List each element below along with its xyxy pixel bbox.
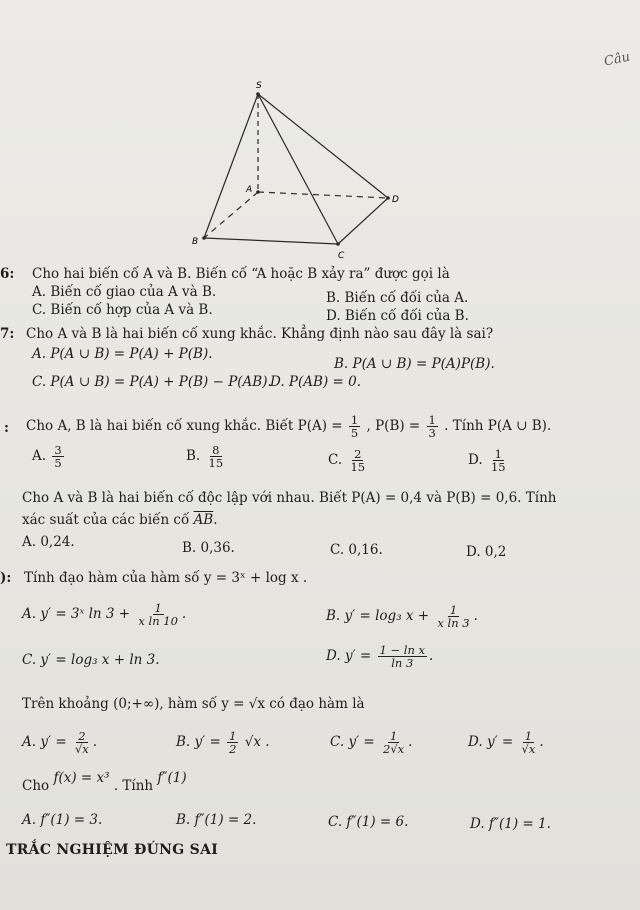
option-fraction xyxy=(348,448,367,473)
question-text-end: . Tính P(A ∪ B). xyxy=(444,418,552,434)
fraction-den: x ln 10 xyxy=(138,614,178,628)
fraction-den: x ln 3 xyxy=(437,616,470,630)
option-fraction xyxy=(227,730,238,755)
option-label: D. xyxy=(326,648,341,664)
option-a[interactable]: A. P(A ∪ B) = P(A) + P(B). xyxy=(32,346,213,362)
option-label: B. xyxy=(186,448,201,464)
option-a[interactable]: A. y′ = 3ˣ ln 3 + $\frac{1}{\text{x ln 10}}$ . xyxy=(22,601,187,628)
option-label: C. xyxy=(330,734,345,750)
option-b[interactable]: B. f″(1) = 2. xyxy=(176,812,257,828)
function-definition: f(x) = x³ xyxy=(53,770,110,786)
option-fraction xyxy=(207,444,226,469)
option-b[interactable] xyxy=(176,730,270,755)
option-a[interactable]: A. f″(1) = 3. xyxy=(22,812,103,828)
option-c[interactable]: C. f″(1) = 6. xyxy=(328,814,409,830)
option-expression: y′ = xyxy=(344,648,372,664)
fraction-pa xyxy=(349,414,360,439)
question-text-start: xác suất của các biến cố xyxy=(22,512,190,528)
fraction-num: 1 − ln x xyxy=(379,643,426,657)
option-label: A. xyxy=(22,606,37,622)
fraction-num: 2 xyxy=(354,447,362,461)
fraction-den: √x xyxy=(521,742,536,756)
option-label: D. xyxy=(468,452,483,468)
option-c[interactable]: C. y′ = log₃ x + ln 3. xyxy=(22,652,160,668)
option-fraction xyxy=(489,448,508,473)
fraction-num: 8 xyxy=(212,443,220,457)
option-d[interactable]: D. Biến cố đối của B. xyxy=(326,308,469,324)
option-fraction xyxy=(520,730,538,755)
option-expression: y′ = xyxy=(348,734,375,750)
fraction-num: 1 xyxy=(524,729,533,743)
fraction-num: 2 xyxy=(78,729,86,743)
fraction-num: 1 xyxy=(428,413,436,427)
option-a[interactable]: A. 0,24. xyxy=(22,534,75,550)
fraction-num: 1 xyxy=(389,729,398,743)
option-d[interactable] xyxy=(468,448,510,473)
question-number: : xyxy=(4,420,9,436)
option-label: D. xyxy=(468,734,483,750)
question-text xyxy=(22,770,187,794)
fraction-den: √x xyxy=(74,742,89,756)
option-fraction xyxy=(136,602,180,627)
option-a[interactable]: A. Biến cố giao của A và B. xyxy=(32,284,217,300)
fraction-num: 3 xyxy=(54,443,62,457)
option-b[interactable] xyxy=(186,444,227,469)
option-d[interactable]: D. P(AB) = 0. xyxy=(270,374,361,390)
option-a[interactable]: A. y′ = $\frac{2}{√x}$ . xyxy=(22,729,98,756)
option-d[interactable]: D. y′ = $\frac{\text{1 − ln x}}{\ln 3}$ . xyxy=(326,643,434,670)
fraction-den: 15 xyxy=(350,460,366,474)
event-complement: $\overline{AB}$ xyxy=(193,512,214,528)
option-c[interactable] xyxy=(328,448,369,473)
fraction-num: 1 xyxy=(154,601,162,615)
option-expression: y′ = log₃ x + xyxy=(344,608,430,624)
option-d[interactable]: D. 0,2 xyxy=(466,544,507,560)
option-c[interactable]: C. Biến cố hợp của A và B. xyxy=(32,302,213,318)
option-label: A. xyxy=(32,448,47,464)
option-label: A. xyxy=(22,734,37,750)
option-d[interactable]: D. y′ = $\frac{1}{√x}$ . xyxy=(468,729,544,756)
option-tail: √x . xyxy=(244,734,270,750)
vertex-s-label: S xyxy=(256,81,262,91)
question-text: Tính đạo hàm của hàm số y = 3ˣ + log x . xyxy=(24,570,308,586)
option-b[interactable]: B. y′ = log₃ x + $\frac{1}{\text{x ln 3}}$ . xyxy=(326,603,478,630)
fraction-num: 1 xyxy=(229,729,237,743)
vertex-c-label: C xyxy=(338,251,345,261)
option-fraction xyxy=(52,444,63,469)
fraction-num: 1 xyxy=(494,447,502,461)
question-text: Cho hai biến cố A và B. Biến cố “A hoặc B xảy ra” được gọi là xyxy=(32,266,450,282)
option-label: C. xyxy=(328,452,343,468)
question-number: ): xyxy=(0,570,12,586)
option-expression: y′ = 3ˣ ln 3 + xyxy=(40,606,131,622)
fraction-den: 5 xyxy=(54,456,62,470)
option-c[interactable]: C. y′ = $\frac{1}{2√x}$ . xyxy=(330,729,413,756)
fraction-num: 1 xyxy=(449,603,458,617)
fraction-den: 15 xyxy=(490,460,506,474)
vertex-b-label: B xyxy=(192,237,199,247)
question-text-cho: Cho xyxy=(22,778,50,794)
question-text-tinh: . Tính xyxy=(113,778,154,794)
fraction-den: 3 xyxy=(428,426,436,440)
option-label: B. xyxy=(176,734,191,750)
option-c[interactable]: C. P(A ∪ B) = P(A) + P(B) − P(AB). xyxy=(32,374,272,390)
option-b[interactable]: B. Biến cố đối của A. xyxy=(326,290,469,306)
pyramid-figure xyxy=(180,78,420,268)
question-text: Cho A và B là hai biến cố xung khắc. Khẳng định nào sau đây là sai? xyxy=(26,326,494,342)
section-title: TRẮC NGHIỆM ĐÚNG SAI xyxy=(6,842,219,858)
question-number: 7: xyxy=(0,326,15,342)
target-expression: f″(1) xyxy=(157,770,187,786)
question-text xyxy=(26,414,551,439)
fraction-num: 1 xyxy=(350,413,359,427)
option-fraction xyxy=(435,604,471,629)
option-a[interactable] xyxy=(32,444,66,469)
option-label: B. xyxy=(326,608,341,624)
option-fraction xyxy=(381,730,406,755)
question-text-line2 xyxy=(22,512,218,528)
option-fraction xyxy=(378,644,428,669)
fraction-den: 2√x xyxy=(383,742,405,756)
option-c[interactable]: C. 0,16. xyxy=(330,542,383,558)
question-number: 6: xyxy=(0,266,15,282)
question-text: Trên khoảng (0;+∞), hàm số y = √x có đạo hàm là xyxy=(22,696,365,712)
option-d[interactable]: D. f″(1) = 1. xyxy=(470,816,551,832)
vertex-a-label: A xyxy=(246,185,253,195)
option-b[interactable]: B. P(A ∪ B) = P(A)P(B). xyxy=(334,356,495,372)
corner-label: Câu xyxy=(602,49,632,70)
fraction-den: ln 3 xyxy=(391,656,414,670)
option-b[interactable]: B. 0,36. xyxy=(182,540,235,556)
question-text-line1: Cho A và B là hai biến cố độc lập với nhau. Biết P(A) = 0,4 và P(B) = 0,6. Tính xyxy=(22,490,557,506)
option-expression: y′ = xyxy=(486,734,514,750)
vertex-d-label: D xyxy=(392,195,399,205)
question-text-start: Cho A, B là hai biến cố xung khắc. Biết P(A) = xyxy=(26,418,343,434)
option-fraction xyxy=(73,730,91,755)
question-text-end: . xyxy=(213,512,218,528)
fraction-den: 2 xyxy=(229,742,237,756)
fraction-pb xyxy=(427,414,438,439)
fraction-den: 5 xyxy=(350,426,359,440)
question-text-mid: , P(B) = xyxy=(366,418,421,434)
option-expression: y′ = xyxy=(194,734,221,750)
fraction-den: 15 xyxy=(208,456,224,470)
option-expression: y′ = xyxy=(40,734,67,750)
